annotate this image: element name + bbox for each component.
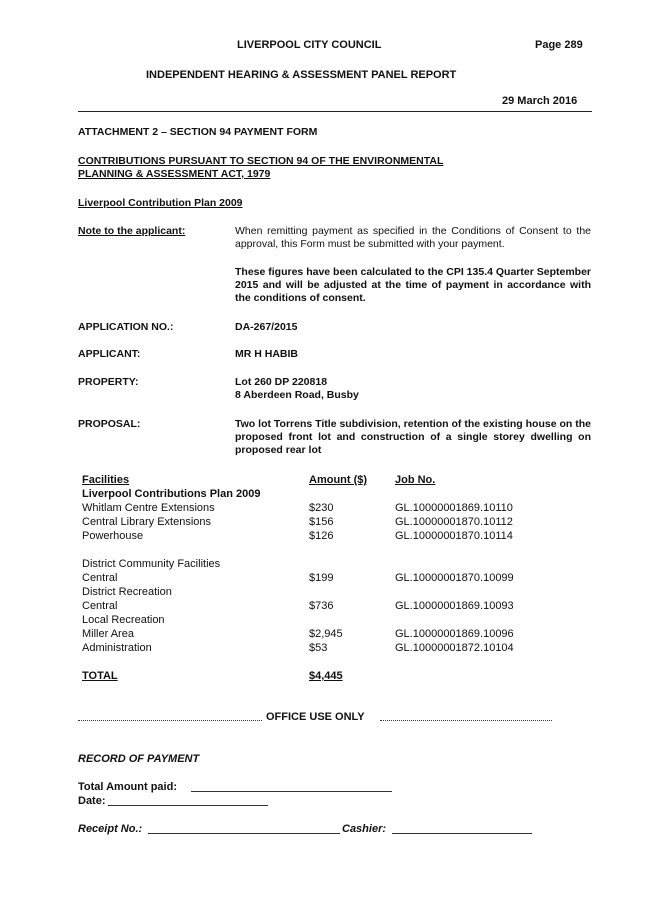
col-facilities: Facilities (82, 474, 130, 486)
facility-amount: $230 (309, 502, 334, 514)
facility-row (82, 530, 562, 544)
cashier-label: Cashier: (342, 823, 387, 835)
facility-job-no: GL.10000001870.10114 (395, 530, 513, 542)
facility-job-no: GL.10000001869.10110 (395, 502, 513, 514)
note-label: Note to the applicant: (78, 225, 186, 237)
applicant-label: APPLICANT: (78, 348, 141, 360)
facility-row (82, 586, 562, 600)
facility-row (82, 572, 562, 586)
facility-name: District Community Facilities (82, 558, 221, 570)
facility-row (82, 628, 562, 642)
facility-name: Administration (82, 642, 152, 654)
facility-name: District Recreation (82, 586, 172, 598)
proposal-label: PROPOSAL: (78, 418, 141, 430)
facility-name: Powerhouse (82, 530, 144, 542)
office-use-divider (78, 711, 552, 725)
facility-name: Central (82, 572, 118, 584)
facility-amount: $199 (309, 572, 334, 584)
col-job: Job No. (395, 474, 436, 486)
facility-amount: $156 (309, 516, 334, 528)
facility-name: Local Recreation (82, 614, 165, 626)
total-label: TOTAL (82, 670, 118, 682)
report-title: INDEPENDENT HEARING & ASSESSMENT PANEL REPORT (146, 69, 457, 81)
total-paid-label: Total Amount paid: (78, 781, 177, 793)
office-use-dots-right (380, 711, 552, 721)
date-label: Date: (78, 795, 106, 807)
applicant-value: MR H HABIB (235, 348, 298, 360)
office-use-dots-left (78, 711, 262, 721)
col-amount: Amount ($) (309, 474, 368, 486)
facility-job-no: GL.10000001869.10096 (395, 628, 514, 640)
facility-row (82, 614, 562, 628)
total-paid-field[interactable] (191, 781, 392, 792)
proposal-text: Two lot Torrens Title subdivision, retention of the existing house on the proposed front lot and construction of a single storey dwelling on proposed rear lot (235, 418, 591, 456)
facility-row (82, 642, 562, 656)
plan-name: Liverpool Contribution Plan 2009 (78, 197, 243, 209)
application-value: DA-267/2015 (235, 321, 298, 333)
report-date: 29 March 2016 (502, 95, 578, 107)
facility-job-no: GL.10000001870.10112 (395, 516, 513, 528)
facility-row (82, 558, 562, 572)
facility-amount: $2,945 (309, 628, 343, 640)
property-line1: Lot 260 DP 220818 (235, 376, 328, 388)
facilities-header (82, 474, 562, 488)
facility-name: Central (82, 600, 118, 612)
facility-name: Whitlam Centre Extensions (82, 502, 215, 514)
facility-amount: $126 (309, 530, 334, 542)
header-rule (78, 111, 592, 112)
council-name: LIVERPOOL CITY COUNCIL (237, 39, 382, 51)
property-label: PROPERTY: (78, 376, 139, 388)
property-line2: 8 Aberdeen Road, Busby (235, 389, 359, 401)
facilities-plan-heading: Liverpool Contributions Plan 2009 (82, 488, 261, 500)
contributions-heading-line1: CONTRIBUTIONS PURSUANT TO SECTION 94 OF THE ENVIRONMENTAL (78, 155, 444, 167)
record-of-payment-heading: RECORD OF PAYMENT (78, 753, 200, 765)
facility-row (82, 600, 562, 614)
facility-job-no: GL.10000001870.10099 (395, 572, 514, 584)
facility-amount: $53 (309, 642, 328, 654)
facility-name: Miller Area (82, 628, 134, 640)
total-value: $4,445 (309, 670, 343, 682)
cpi-note: These figures have been calculated to the CPI 135.4 Quarter September 2015 and will be adjusted at the time of payment in accordance with the conditions of consent. (235, 266, 591, 304)
date-field[interactable] (108, 795, 268, 806)
total-row (82, 670, 562, 684)
page-number: Page 289 (535, 39, 583, 51)
receipt-field[interactable] (148, 823, 340, 834)
application-label: APPLICATION NO.: (78, 321, 174, 333)
facility-row (82, 502, 562, 516)
note-text: When remitting payment as specified in the Conditions of Consent to the approval, this Form must be submitted with your payment. (235, 225, 591, 250)
facility-job-no: GL.10000001872.10104 (395, 642, 514, 654)
facility-amount: $736 (309, 600, 334, 612)
facility-name: Central Library Extensions (82, 516, 212, 528)
cashier-field[interactable] (392, 823, 532, 834)
office-use-label: OFFICE USE ONLY (266, 711, 365, 723)
facility-job-no: GL.10000001869.10093 (395, 600, 514, 612)
receipt-label: Receipt No.: (78, 823, 143, 835)
contributions-heading-line2: PLANNING & ASSESSMENT ACT, 1979 (78, 168, 271, 180)
facility-row (82, 516, 562, 530)
attachment-title: ATTACHMENT 2 – SECTION 94 PAYMENT FORM (78, 126, 318, 138)
